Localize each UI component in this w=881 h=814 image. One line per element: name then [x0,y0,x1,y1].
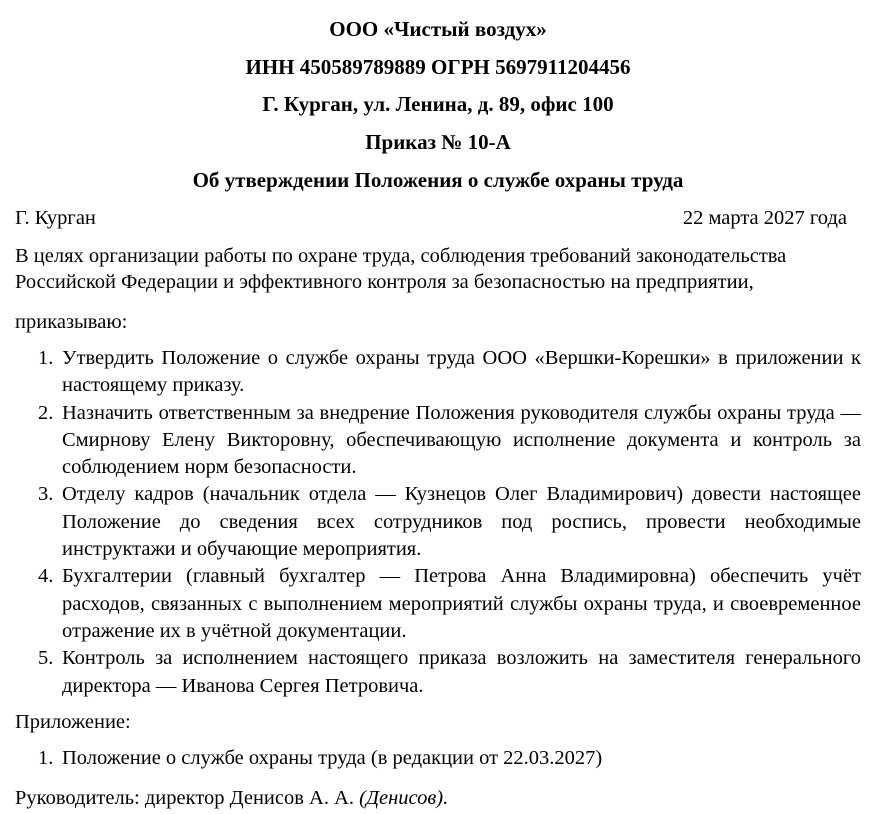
item-text: Отделу кадров (начальник отдела — Кузнецов Олег Владимирович) довести настоящее Положение до сведения всех сотрудников под роспись, провести необходимые инструктажи и обучающие мероприятия. [62,483,861,561]
list-item: 1. Утвердить Положение о службе охраны труда ООО «Вершки-Корешки» в приложении к настоящему приказу. [38,347,861,397]
list-item: 5. Контроль за исполнением настоящего приказа возложить на заместителя генерального директора — Иванова Сергея Петровича. [38,647,861,697]
list-item: 1. Положение о службе охраны труда (в редакции от 22.03.2027) [38,747,603,769]
list-item: 2. Назначить ответственным за внедрение Положения руководителя службы охраны труда — Смирнову Елену Викторовну, обеспечивающую исполнение документа и контроль за соблюдением норм безопасности. [38,401,861,479]
list-item: 4. Бухгалтерии (главный бухгалтер — Петрова Анна Владимировна) обеспечить учёт расходов, связанных с выполнением мероприятий службы охраны труда, и своевременное отражение их в учётной документации. [38,565,861,642]
item-text: Бухгалтерии (главный бухгалтер — Петрова Анна Владимировна) обеспечить учёт расходов, связанных с выполнением мероприятий службы охраны труда, и своевременное отражение их в учётной документации. [62,565,861,642]
place-date-row [15,205,861,231]
signature-line [15,785,863,811]
item-text: Контроль за исполнением настоящего приказа возложить на заместителя генерального директора — Иванова Сергея Петровича. [62,647,861,697]
item-text: Назначить ответственным за внедрение Положения руководителя службы охраны труда — Смирнову Елену Викторовну, обеспечивающую исполнение документа и контроль за соблюдением норм безопасности. [62,401,861,479]
company-ids: ИНН 450589789889 ОГРН 5697911204456 [245,55,631,79]
order-items-list [38,345,861,700]
order-date: 22 марта 2027 года [682,207,847,229]
item-text: Положение о службе охраны труда (в редакции от 22.03.2027) [62,747,603,769]
order-subject: Об утверждении Положения о службе охраны труда [192,168,684,192]
order-word: приказываю: [15,311,128,333]
appendix-list [38,745,861,772]
order-title: Приказ № 10-А [365,130,511,154]
appendix-label: Приложение: [15,711,131,733]
company-address: Г. Курган, ул. Ленина, д. 89, офис 100 [262,92,614,116]
item-text: Утвердить Положение о службе охраны труда ООО «Вершки-Корешки» в приложении к настоящему приказу. [62,347,861,397]
company-name: ООО «Чистый воздух» [329,17,547,41]
signature: (Денисов). [359,787,449,809]
preamble: В целях организации работы по охране труда, соблюдения требований законодательства Российской Федерации и эффективного контроля за безопасностью на предприятии, [15,245,787,293]
city: Г. Курган [15,207,96,229]
signature-prefix: Руководитель: директор Денисов А. А. [15,787,355,809]
list-item: 3. Отделу кадров (начальник отдела — Кузнецов Олег Владимирович) довести настоящее Положение до сведения всех сотрудников под роспись, провести необходимые инструктажи и обучающие мероприятия. [38,483,861,561]
